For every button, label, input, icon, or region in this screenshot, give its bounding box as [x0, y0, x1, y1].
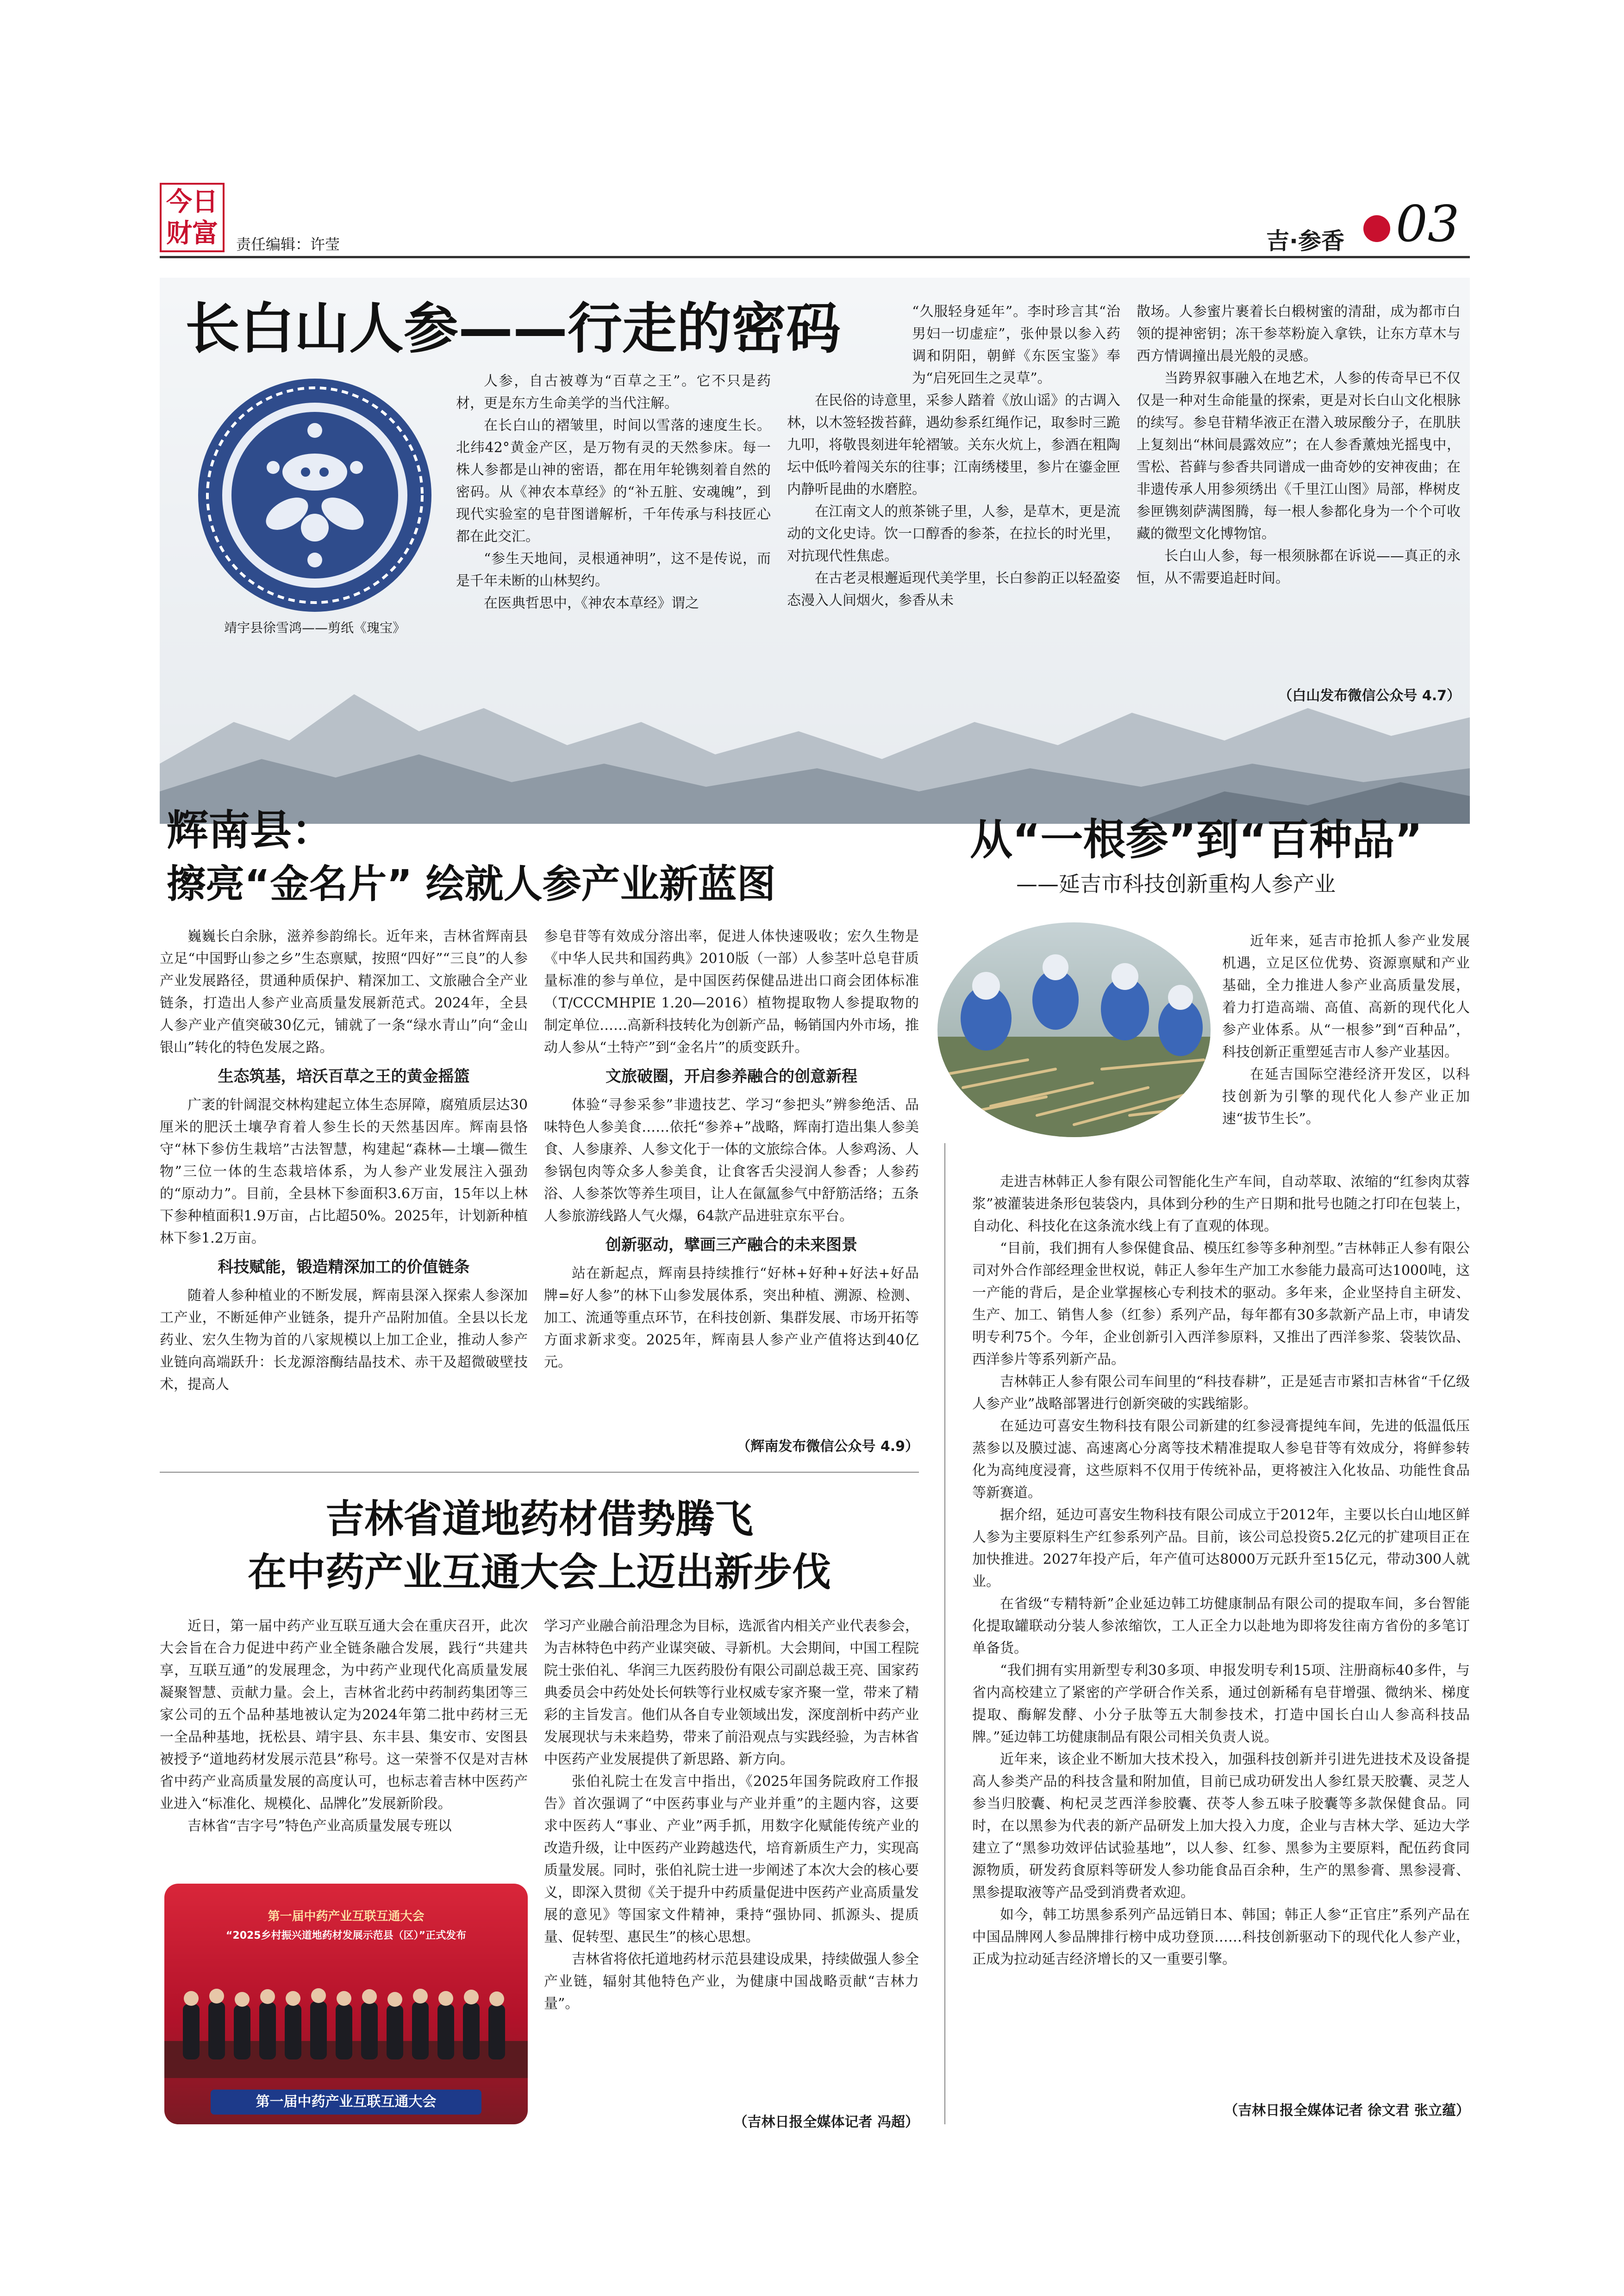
- paragraph: 学习产业融合前沿理念为目标，选派省内相关产业代表参会，为吉林特色中药产业谋突破、寻新机。大会期间，中国工程院院士张伯礼、华润三九医药股份有限公司副总裁王亮、国家药典委员会中药处处长何轶等行业权威专家齐聚一堂，带来了精彩的主旨发言。他们从各自专业领域出发，深度剖析中药产业发展现状与未来趋势，带来了前沿观点与实践经验，为吉林省中医药产业发展提供了新思路、新方向。: [544, 1618, 919, 1767]
- paragraph: 在江南文人的煎茶铫子里，人参，是草木，更是流动的文化史诗。饮一口醇香的参茶，在拉长的时光里，对抗现代性焦虑。: [787, 504, 1120, 564]
- section-heading: 文旅破圈，开启参养融合的创意新程: [606, 1067, 857, 1086]
- paragraph: 在延吉国际空港经济开发区，以科技创新为引擎的现代化人参产业正加速“拔节生长”。: [1222, 1066, 1470, 1127]
- photo-banner-top: 第一届中药产业互联互通大会: [268, 1910, 425, 1923]
- section-heading: 科技赋能，锻造精深加工的价值链条: [218, 1258, 470, 1276]
- paragraph: 走进吉林韩正人参有限公司智能化生产车间，自动萃取、浓缩的“红参肉苁蓉浆”被灌装进条形包装袋内，具体到分秒的生产日期和批号也随之打印在包装上，自动化、科技化在这条流水线上有了直观的体现。: [972, 1174, 1470, 1234]
- paragraph: 长白山人参，每一根须脉都在诉说——真正的永恒，从不需要追赶时间。: [1137, 548, 1461, 586]
- paragraph: 站在新起点，辉南县持续推行“好林+好种+好法+好品牌=好人参”的林下山参发展体系，突出种植、溯源、检测、加工、流通等重点环节，在科技创新、集群发展、市场开拓等方面求新求变。2025年，辉南县人参产业产值将达到40亿元。: [544, 1265, 919, 1370]
- article4-col2: [544, 1615, 919, 2110]
- attendees-illustration: [164, 1972, 528, 2078]
- section-name: 吉·参香: [1266, 228, 1344, 255]
- article3-wrap-text: [1222, 930, 1470, 1171]
- paragraph: 近年来，该企业不断加大技术投入，加强科技创新并引进先进技术及设备提高人参类产品的科技含量和附加值，目前已成功研发出人参红景天胶囊、灵芝人参当归胶囊、枸杞灵芝西洋参胶囊、茯苓人参五味子胶囊等多款保健食品。同时，在以黑参为代表的新产品研发上加大投入力度，企业与吉林大学、延边大学建立了“黑参功效评估试验基地”，以人参、红参、黑参为主要原料，配伍药食同源物质，研发药食原料等研发人参功能食品百余种，生产的黑参膏、黑参浸膏、黑参提取液等产品受到消费者欢迎。: [972, 1751, 1470, 1901]
- paragraph: 据介绍，延边可喜安生物科技有限公司成立于2012年，主要以长白山地区鲜人参为主要原料生产红参系列产品。目前，该公司总投资5.2亿元的扩建项目正在加快推进。2027年投产后，年产值可达8000万元跃升至15亿元，带动300人就业。: [972, 1507, 1470, 1590]
- paragraph: 吉林韩正人参有限公司车间里的“科技春耕”，正是延吉市紧扣吉林省“千亿级人参产业”战略部署进行创新突破的实践缩影。: [972, 1374, 1470, 1412]
- editor-credit: 责任编辑：许莹: [236, 236, 340, 253]
- newspaper-logo: 今日财富: [160, 183, 225, 252]
- paragraph: 张伯礼院士在发言中指出，《2025年国务院政府工作报告》首次强调了“中医药事业与产业并重”的主题内容，这要求中医药人“事业、产业”两手抓，用数字化赋能传统产业的改造升级，让中医药产业跨越迭代，培育新质生产力，实现高质量发展。同时，张伯礼院士进一步阐述了本次大会的核心要义，即深入贯彻《关于提升中药质量促进中医药产业高质量发展的意见》等国家文件精神，秉持“强协同、抓源头、提质量、促转型、惠民生”的核心思想。: [544, 1773, 919, 1945]
- section-flower-icon: [1363, 215, 1390, 242]
- article2-title-line1: 辉南县：: [167, 806, 333, 855]
- paragraph: 广袤的针阔混交林构建起立体生态屏障，腐殖质层达30厘米的肥沃土壤孕育着人参生长的天然基因库。辉南县恪守“林下参仿生栽培”古法智慧，构建起“森林—土壤—微生物”三位一体的生态栽培体系，为人参产业发展注入强劲的“原动力”。目前，全县林下参面积3.6万亩，15年以上林下参种植面积1.9万亩，占比超50%。2025年，计划新种植林下参1.2万亩。: [160, 1097, 528, 1246]
- paragraph: 在医典哲思中，《神农本草经》谓之: [484, 595, 699, 611]
- paragraph: “我们拥有实用新型专利30多项、申报发明专利15项、注册商标40多件，与省内高校建立了紧密的产学研合作关系，通过创新稀有皂苷增强、微纳米、梯度提取、酶解发酵、小分子肽等五大制参技术，打造中国长白山人参高科技品牌。”延边韩工坊健康制品有限公司相关负责人说。: [972, 1662, 1470, 1745]
- article1-col2: [787, 301, 1120, 694]
- article4-col1: [160, 1615, 528, 1874]
- paragraph: 如今，韩工坊黑参系列产品远销日本、韩国；韩正人参“正官庄”系列产品在中国品牌网人参品牌排行榜中成功登顶……科技创新驱动下的现代化人参产业，正成为拉动延吉经济增长的又一重要引擎。: [972, 1907, 1470, 1967]
- article1-credit: （白山发布微信公众号 4.7）: [1278, 688, 1461, 704]
- article2-title-line2: 擦亮“金名片” 绘就人参产业新蓝图: [167, 861, 776, 907]
- paragraph: 在延边可喜安生物科技有限公司新建的红参浸膏提纯车间，先进的低温低压蒸参以及膜过滤、高速离心分离等技术精准提取人参皂苷等有效成分，将鲜参转化为高纯度浸膏，这些原料不仅用于传统补品，更将被注入化妆品、功能性食品等新赛道。: [972, 1418, 1470, 1501]
- photo-caption-bar: 第一届中药产业互联互通大会: [211, 2090, 481, 2115]
- divider-vertical: [944, 1143, 945, 2124]
- paragraph: 巍巍长白余脉，滋养参韵绵长。近年来，吉林省辉南县立足“中国野山参之乡”生态禀赋，按照“四好”“三良”的人参产业发展路径，贯通种质保护、精深加工、文旅融合全产业链条，打造出人参产业高质量发展新范式。2024年，全县人参产业产值突破30亿元，铺就了一条“绿水青山”向“金山银山”转化的特色发展之路。: [160, 928, 528, 1056]
- paragraph: 当跨界叙事融入在地艺术，人参的传奇早已不仅仅是一种对生命能量的探索，更是对长白山文化根脉的续写。参皂苷精华液正在潜入玻尿酸分子，在肌肤上复刻出“林间晨露效应”；在人参香薰烛光摇曳中，雪松、苔藓与参香共同谱成一曲奇妙的安神夜曲；在非遗传承人用参须绣出《千里江山图》局部，桦树皮参匣镌刻萨满图腾，每一根人参都化身为一个个可收藏的微型文化博物馆。: [1137, 370, 1461, 542]
- conference-photo: [164, 1884, 528, 2124]
- masthead: [160, 183, 1470, 259]
- divider-horizontal: [160, 1472, 919, 1473]
- article3-body: [972, 1171, 1470, 2097]
- paragraph: “目前，我们拥有人参保健食品、模压红参等多种剂型。”吉林韩正人参有限公司对外合作部经理金世权说，韩正人参年生产加工水参能力最高可达1000吨，这一产能的背后，是企业掌握核心专利技术的驱动。多年来，企业坚持自主研发、生产、加工、销售人参（红参）系列产品，每年都有30多款新产品上市，申请发明专利75个。今年，企业创新引入西洋参原料，又推出了西洋参浆、袋装饮品、西洋参片等系列新产品。: [972, 1240, 1470, 1368]
- papercut-artwork: [194, 375, 435, 616]
- page-number: 03: [1396, 195, 1460, 253]
- paragraph: 随着人参种植业的不断发展，辉南县深入探索人参深加工产业，不断延伸产业链条，提升产品附加值。全县以长龙药业、宏久生物为首的八家规模以上加工企业，推动人参产业链向高端跃升：长龙源溶酶结晶技术、赤干及超微破壁技术，提高人: [160, 1288, 528, 1393]
- paragraph: “参生天地间，灵根通神明”，这不是传说，而是千年未断的山林契约。: [456, 551, 771, 589]
- masthead-rule: [160, 256, 1470, 258]
- article1-col1: [456, 370, 771, 685]
- article2-credit: （辉南发布微信公众号 4.9）: [737, 1438, 919, 1455]
- paragraph: 散场。人参蜜片裹着长白椴树蜜的清甜，成为都市白领的提神密钥；冻干参萃粉旋入拿铁，让东方草木与西方情调撞出晨光般的灵感。: [1137, 304, 1461, 364]
- paragraph: 在古老灵根邂逅现代美学里，长白参韵正以轻盈姿态漫入人间烟火，参香从未: [787, 570, 1120, 609]
- article4-credit: （吉林日报全媒体记者 冯超）: [733, 2114, 919, 2130]
- article4-title-line1: 吉林省道地药材借势腾飞: [325, 1496, 753, 1542]
- section-heading: 创新驱动，擘画三产融合的未来图景: [606, 1236, 857, 1254]
- article3-credit: （吉林日报全媒体记者 徐文君 张立蕴）: [1224, 2103, 1470, 2119]
- paragraph: 在民俗的诗意里，采参人踏着《放山谣》的古调入林，以木签轻拨苔藓，遇幼参系红绳作记，取参时三跪九叩，将敬畏刻进年轮褶皱。关东火炕上，参酒在粗陶坛中低吟着闯关东的往事；江南绣楼里，参片在鎏金匣内静听昆曲的水磨腔。: [787, 392, 1120, 498]
- paragraph: “久服轻身延年”。李时珍言其“治男妇一切虚症”，张仲景以参入药调和阴阳，朝鲜《东医宝鉴》奉为“启死回生之灵草”。: [912, 304, 1120, 386]
- paragraph: 参皂苷等有效成分溶出率，促进人体快速吸收；宏久生物是《中华人民共和国药典》2010版（一部）人参茎叶总皂苷质量标准的参与单位，是中国医药保健品进出口商会团体标准（T/CCCMHPIE 1.20—2016）植物提取物人参提取物的制定单位……高新科技转化为创新产品，畅销国内外市场，推动人参从“土特产”到“金名片”的质变跃升。: [544, 928, 919, 1056]
- ginseng-workshop-photo: [935, 921, 1213, 1139]
- article4-title-line2: 在中药产业互通大会上迈出新步伐: [247, 1549, 831, 1595]
- paragraph: 在长白山的褶皱里，时间以雪落的速度生长。北纬42°黄金产区，是万物有灵的天然参床。每一株人参都是山神的密语，都在用年轮镌刻着自然的密码。从《神农本草经》的“补五脏、安魂魄”，到现代实验室的皂苷图谱解析，千年传承与科技匠心都在此交汇。: [456, 417, 771, 545]
- article2-col2: [544, 926, 919, 1435]
- article1-title: 长白山人参——行走的密码: [185, 297, 841, 361]
- paragraph: 近日，第一届中药产业互联互通大会在重庆召开，此次大会旨在合力促进中药产业全链条融合发展，践行“共建共享，互联互通”的发展理念，为中药产业现代化高质量发展凝聚智慧、贡献力量。会上，吉林省北药中药制药集团等三家公司的五个品种基地被认定为2024年第二批中药材三无一全品种基地，抚松县、靖宇县、东丰县、集安市、安图县被授予“道地药材发展示范县”称号。这一荣誉不仅是对吉林省中药产业高质量发展的高度认可，也标志着吉林中医药产业进入“标准化、规模化、品牌化”发展新阶段。: [160, 1618, 528, 1812]
- papercut-caption: 靖宇县徐雪鸿——剪纸《瑰宝》: [224, 620, 406, 635]
- paragraph: 人参，自古被尊为“百草之王”。它不只是药材，更是东方生命美学的当代注解。: [456, 373, 771, 411]
- article1-col3: [1137, 301, 1461, 685]
- article3-subtitle: ——延吉市科技创新重构人参产业: [1016, 871, 1336, 896]
- section-heading: 生态筑基，培沃百草之王的黄金摇篮: [218, 1067, 470, 1086]
- paragraph: 吉林省“吉字号”特色产业高质量发展专班以: [187, 1818, 452, 1834]
- photo-banner-sub: “2025乡村振兴道地药材发展示范县（区）”正式发布: [225, 1930, 467, 1941]
- article3-title: 从“一根参”到“百种品”: [970, 815, 1423, 865]
- article2-col1: [160, 926, 528, 1458]
- paragraph: 近年来，延吉市抢抓人参产业发展机遇，立足区位优势、资源禀赋和产业基础，全力推进人参产业高质量发展，着力打造高端、高值、高新的现代化人参产业体系。从“一根参”到“百种品”，科技创新正重塑延吉市人参产业基因。: [1222, 933, 1470, 1060]
- paragraph: 吉林省将依托道地药材示范县建设成果，持续做强人参全产业链，辐射其他特色产业，为健康中国战略贡献“吉林力量”。: [544, 1951, 919, 2012]
- paragraph: 体验“寻参采参”非遗技艺、学习“参把头”辨参绝活、品味特色人参美食……依托“参养+”战略，辉南打造出集人参美食、人参康养、人参文化于一体的文旅综合体。人参鸡汤、人参锅包肉等众多人参美食，让食客舌尖浸润人参香；人参药浴、人参茶饮等养生项目，让人在氤氲参气中舒筋活络；五条人参旅游线路人气火爆，64款产品进驻京东平台。: [544, 1097, 919, 1224]
- paragraph: 在省级“专精特新”企业延边韩工坊健康制品有限公司的提取车间，多台智能化提取罐联动分装人参浓缩饮，工人正全力以赴地为即将发往南方省份的多笔订单备货。: [972, 1596, 1470, 1656]
